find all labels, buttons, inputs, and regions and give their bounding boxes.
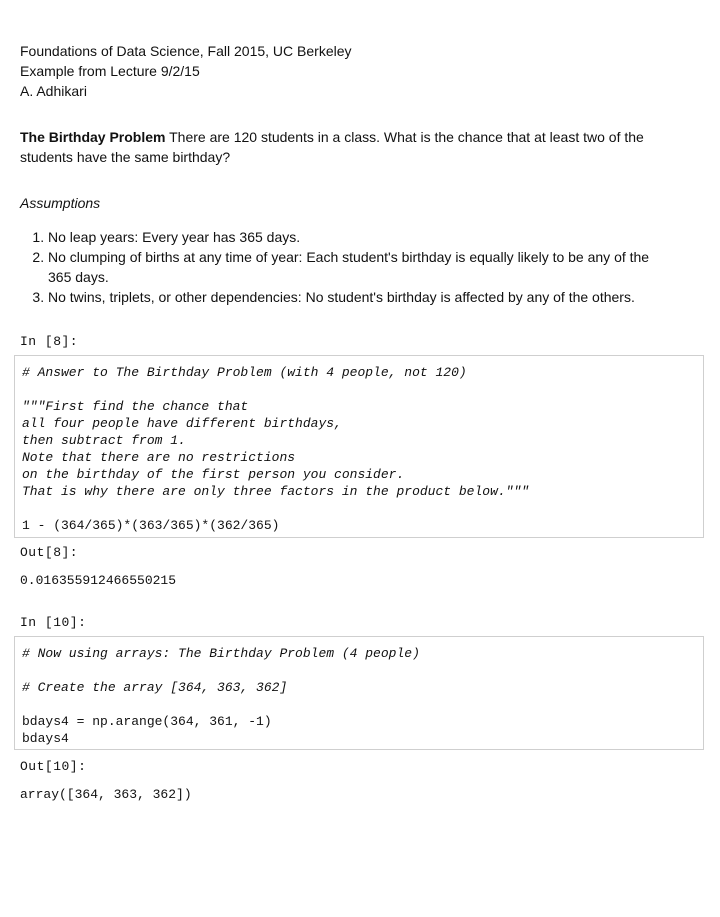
code-line: on the birthday of the first person you consider. <box>22 467 405 482</box>
notebook-header <box>20 41 700 101</box>
problem-statement <box>20 127 700 167</box>
assumption-item: 1. No leap years: Every year has 365 days. <box>48 227 700 247</box>
code-line: all four people have different birthdays, <box>22 416 342 431</box>
code-line <box>22 381 703 398</box>
code-cell-2[interactable] <box>14 636 704 750</box>
assumption-item: 3. No twins, triplets, or other dependencies: No student's birthday is affected by any of the others. <box>48 287 700 307</box>
code-line: # Create the array [364, 363, 362] <box>22 680 288 695</box>
assumptions-heading: Assumptions <box>20 195 101 211</box>
code-cell-1[interactable] <box>14 355 704 538</box>
cell1-out-prompt: Out[8]: <box>20 545 79 560</box>
code-line: """First find the chance that <box>22 399 249 414</box>
code-line: then subtract from 1. <box>22 433 186 448</box>
code-line: # Answer to The Birthday Problem (with 4 people, not 120) <box>22 365 467 380</box>
assumptions-list <box>0 227 700 307</box>
lecture-date: Example from Lecture 9/2/15 <box>20 63 200 79</box>
code-line: # Now using arrays: The Birthday Problem (4 people) <box>22 646 420 661</box>
code-line: bdays4 <box>22 731 69 746</box>
author-name: A. Adhikari <box>20 83 87 99</box>
cell2-in-prompt: In [10]: <box>20 615 87 630</box>
assumption-item: 2. No clumping of births at any time of year: Each student's birthday is equally likely to be any of the 365 days. <box>48 247 700 287</box>
problem-text-cont: students have the same birthday? <box>20 149 231 165</box>
cell2-out-prompt: Out[10]: <box>20 759 87 774</box>
code-line: Note that there are no restrictions <box>22 450 296 465</box>
cell1-output: 0.016355912466550215 <box>20 573 177 588</box>
code-line: 1 - (364/365)*(363/365)*(362/365) <box>22 518 280 533</box>
code-line: That is why there are only three factors in the product below.""" <box>22 484 530 499</box>
course-title: Foundations of Data Science, Fall 2015, UC Berkeley <box>20 43 352 59</box>
cell1-in-prompt: In [8]: <box>20 334 79 349</box>
code-line <box>22 500 703 517</box>
code-line <box>22 662 703 679</box>
code-line: bdays4 = np.arange(364, 361, -1) <box>22 714 272 729</box>
cell2-output: array([364, 363, 362]) <box>20 787 192 802</box>
problem-title: The Birthday Problem <box>20 129 166 145</box>
code-line <box>22 696 703 713</box>
problem-text: There are 120 students in a class. What is the chance that at least two of the <box>165 129 644 145</box>
